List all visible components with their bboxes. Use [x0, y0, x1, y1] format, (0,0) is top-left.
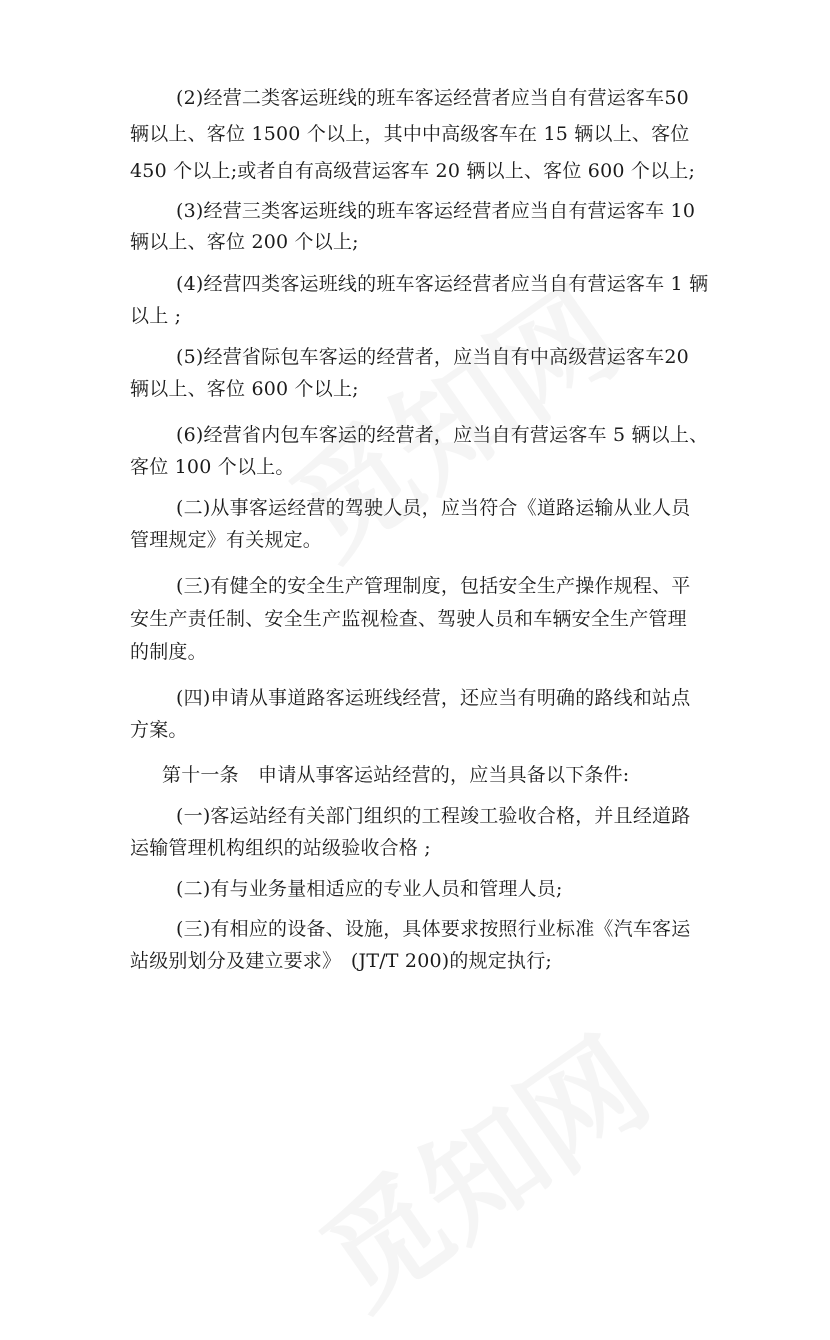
text-line: 450 个以上;或者自有高级营运客车 20 辆以上、客位 600 个以上; [130, 160, 696, 182]
text-line: 辆以上、客位 1500 个以上，其中中高级客车在 15 辆以上、客位 [130, 123, 690, 145]
text-line: (四)申请从事道路客运班线经营，还应当有明确的路线和站点 [176, 687, 691, 709]
text-line: 管理规定》有关规定。 [130, 529, 323, 551]
text-line: 以上 ; [130, 305, 182, 327]
text-line: (二)有与业务量相适应的专业人员和管理人员; [176, 878, 563, 900]
text-line: (5)经营省际包车客运的经营者，应当自有中高级营运客车20 [176, 346, 689, 368]
text-line: (4)经营四类客运班线的班车客运经营者应当自有营运客车 1 辆 [176, 273, 709, 295]
text-line: (一)客运站经有关部门组织的工程竣工验收合格，并且经道路 [176, 805, 691, 827]
article-heading: 第十一条 申请从事客运站经营的，应当具备以下条件: [162, 764, 630, 786]
text-line: 的制度。 [130, 641, 207, 663]
text-line: 方案。 [130, 719, 188, 741]
text-line: 客位 100 个以上。 [130, 456, 295, 478]
text-line: (三)有健全的安全生产管理制度，包括安全生产操作规程、平 [176, 575, 691, 597]
text-line: 辆以上、客位 200 个以上; [130, 231, 359, 253]
text-line: (6)经营省内包车客运的经营者，应当自有营运客车 5 辆以上、 [176, 424, 709, 446]
text-line: (2)经营二类客运班线的班车客运经营者应当自有营运客车50 [176, 87, 689, 109]
text-line: 辆以上、客位 600 个以上; [130, 378, 359, 400]
watermark-bottom [283, 992, 677, 1339]
text-line: (三)有相应的设备、设施，具体要求按照行业标准《汽车客运 [176, 918, 691, 940]
text-line: 安生产责任制、安全生产监视检查、驾驶人员和车辆安全生产管理 [130, 608, 687, 630]
text-line: 运输管理机构组织的站级验收合格 ; [130, 837, 431, 859]
text-line: (二)从事客运经营的驾驶人员，应当符合《道路运输从业人员 [176, 497, 691, 519]
text-line: (3)经营三类客运班线的班车客运经营者应当自有营运客车 10 [176, 200, 696, 222]
text-line: 站级别划分及建立要求》 (JT/T 200)的规定执行; [130, 950, 552, 972]
